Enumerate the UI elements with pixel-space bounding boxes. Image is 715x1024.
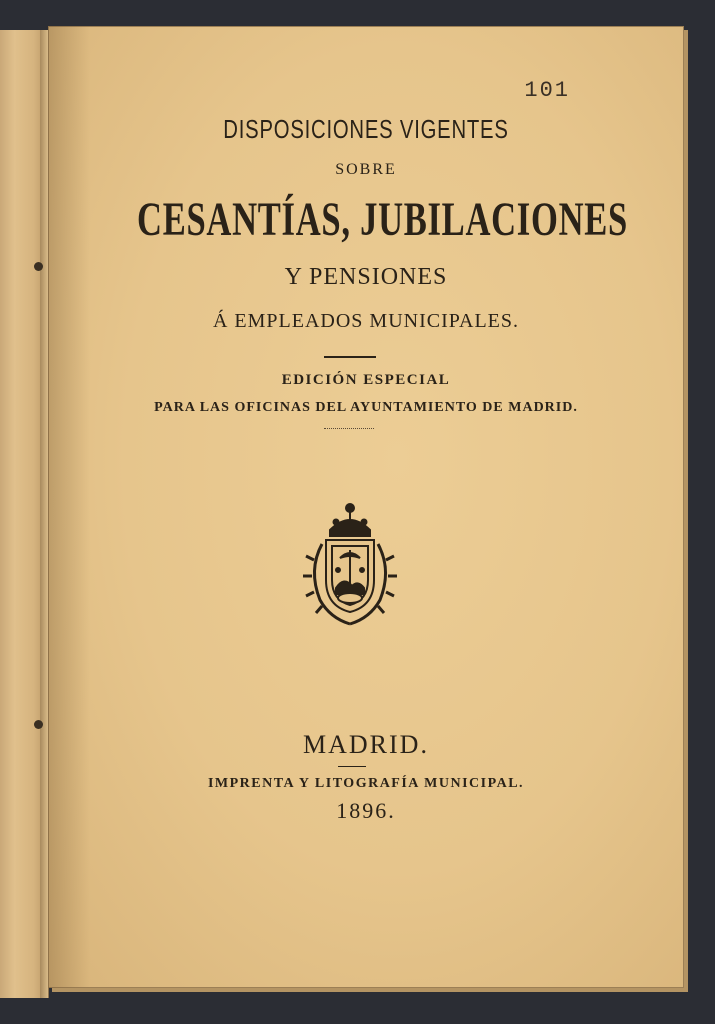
- imprint-year: 1896.: [336, 798, 396, 823]
- imprint-rule: [338, 766, 366, 767]
- binding-edge: [40, 30, 48, 998]
- title-page: [48, 26, 684, 988]
- imprint-city: MADRID.: [303, 730, 429, 759]
- imprint-printer: IMPRENTA Y LITOGRAFÍA MUNICIPAL.: [207, 776, 525, 791]
- main-title: CESANTÍAS, JUBILACIONES: [137, 193, 628, 246]
- title-line-pensiones: Y PENSIONES: [284, 264, 448, 290]
- binding-hole: [34, 720, 43, 729]
- folio-number: 101: [524, 78, 570, 103]
- title-line-disposiciones: DISPOSICIONES VIGENTES: [223, 114, 509, 144]
- dotted-rule: [324, 428, 374, 430]
- book-spine: [0, 30, 49, 998]
- edition-line: EDICIÓN ESPECIAL: [281, 372, 451, 388]
- binding-hole: [34, 262, 43, 271]
- title-line-empleados: Á EMPLEADOS MUNICIPALES.: [212, 310, 520, 332]
- title-line-sobre: SOBRE: [335, 161, 397, 178]
- edition-offices-line: PARA LAS OFICINAS DEL AYUNTAMIENTO DE MADRID.: [154, 400, 578, 415]
- separator-rule: [324, 356, 376, 358]
- coat-of-arms-icon: [300, 500, 400, 628]
